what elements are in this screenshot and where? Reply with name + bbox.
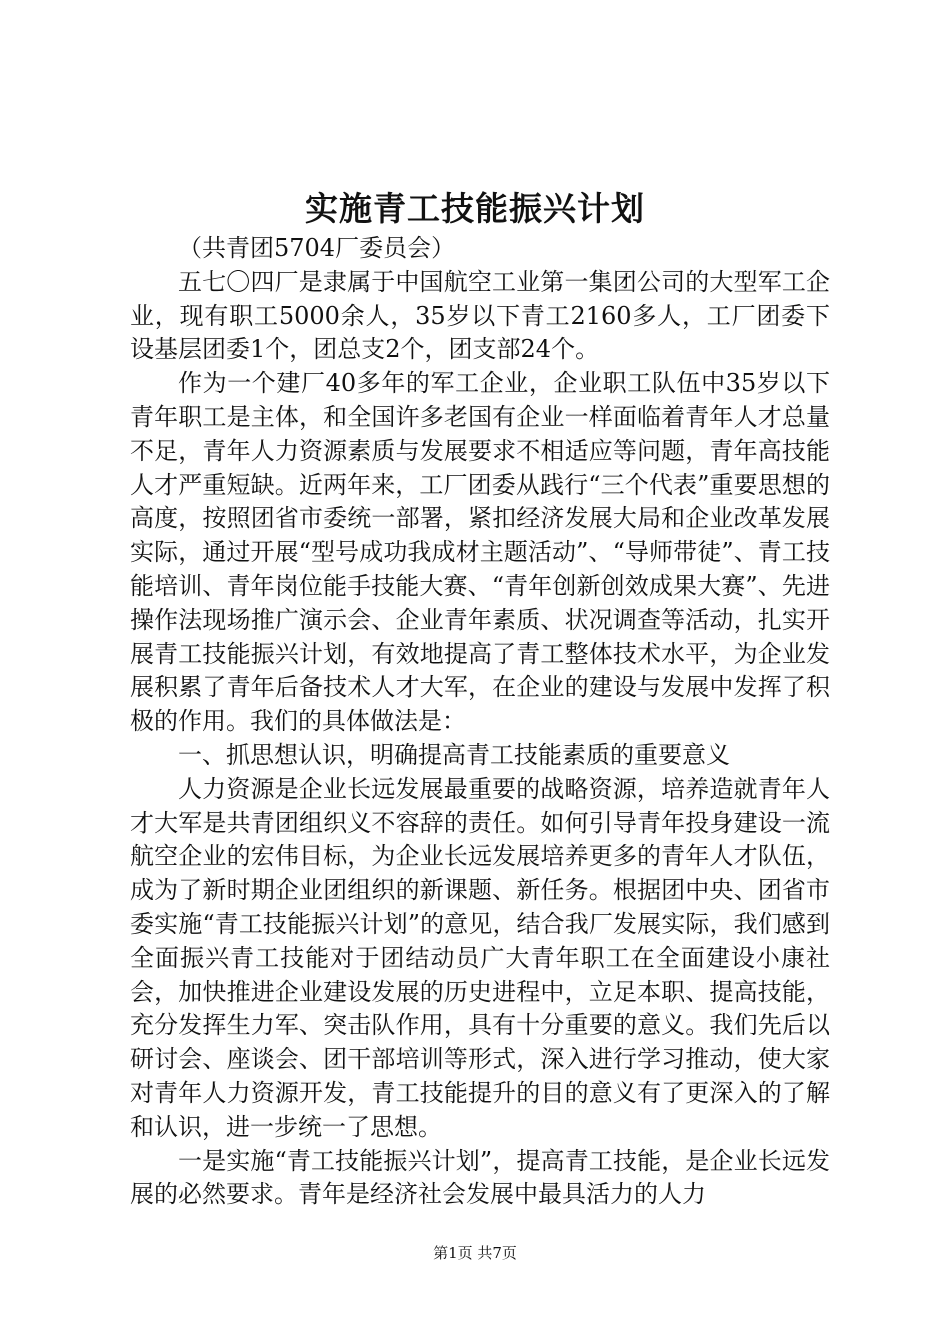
paragraph: 人力资源是企业长远发展最重要的战略资源，培养造就青年人才大军是共青团组织义不容辞的责任。如何引导青年投身建设一流航空企业的宏伟目标，为企业长远发展培养更多的青年人才队伍，成为了新时期企业团组织的新课题、新任务。根据团中央、团省市委实施“青工技能振兴计划”的意见，结合我厂发展实际，我们感到全面振兴青工技能对于团结动员广大青年职工在全面建设小康社会，加快推进企业建设发展的历史进程中，立足本职、提高技能，充分发挥生力军、突击队作用，具有十分重要的意义。我们先后以研讨会、座谈会、团干部培训等形式，深入进行学习推动，使大家对青年人力资源开发，青工技能提升的目的意义有了更深入的了解和认识，进一步统一了思想。 [130, 774, 830, 1141]
document-body [130, 232, 830, 1212]
page-number-footer: 第1页 共7页 [433, 1244, 517, 1262]
issuer-line: （共青团5704厂委员会） [178, 234, 456, 262]
paragraph: 五七〇四厂是隶属于中国航空工业第一集团公司的大型军工企业，现有职工5000余人，35岁以下青工2160多人，工厂团委下设基层团委1个，团总支2个，团支部24个。 [130, 267, 830, 364]
section-heading: 一、抓思想认识，明确提高青工技能素质的重要意义 [178, 740, 730, 769]
document-title: 实施青工技能振兴计划 [305, 189, 645, 228]
paragraph: 一是实施“青工技能振兴计划”，提高青工技能，是企业长远发展的必然要求。青年是经济社会发展中最具活力的人力 [130, 1146, 830, 1209]
paragraph: 作为一个建厂40多年的军工企业，企业职工队伍中35岁以下青年职工是主体，和全国许多老国有企业一样面临着青年人才总量不足，青年人力资源素质与发展要求不相适应等问题，青年高技能人才严重短缺。近两年来，工厂团委从践行“三个代表”重要思想的高度，按照团省市委统一部署，紧扣经济发展大局和企业改革发展实际，通过开展“型号成功我成材主题活动”、“导师带徒”、青工技能培训、青年岗位能手技能大赛、“青年创新创效成果大赛”、先进操作法现场推广演示会、企业青年素质、状况调查等活动，扎实开展青工技能振兴计划，有效地提高了青工整体技术水平，为企业发展积累了青年后备技术人才大军，在企业的建设与发展中发挥了积极的作用。我们的具体做法是： [130, 369, 830, 736]
